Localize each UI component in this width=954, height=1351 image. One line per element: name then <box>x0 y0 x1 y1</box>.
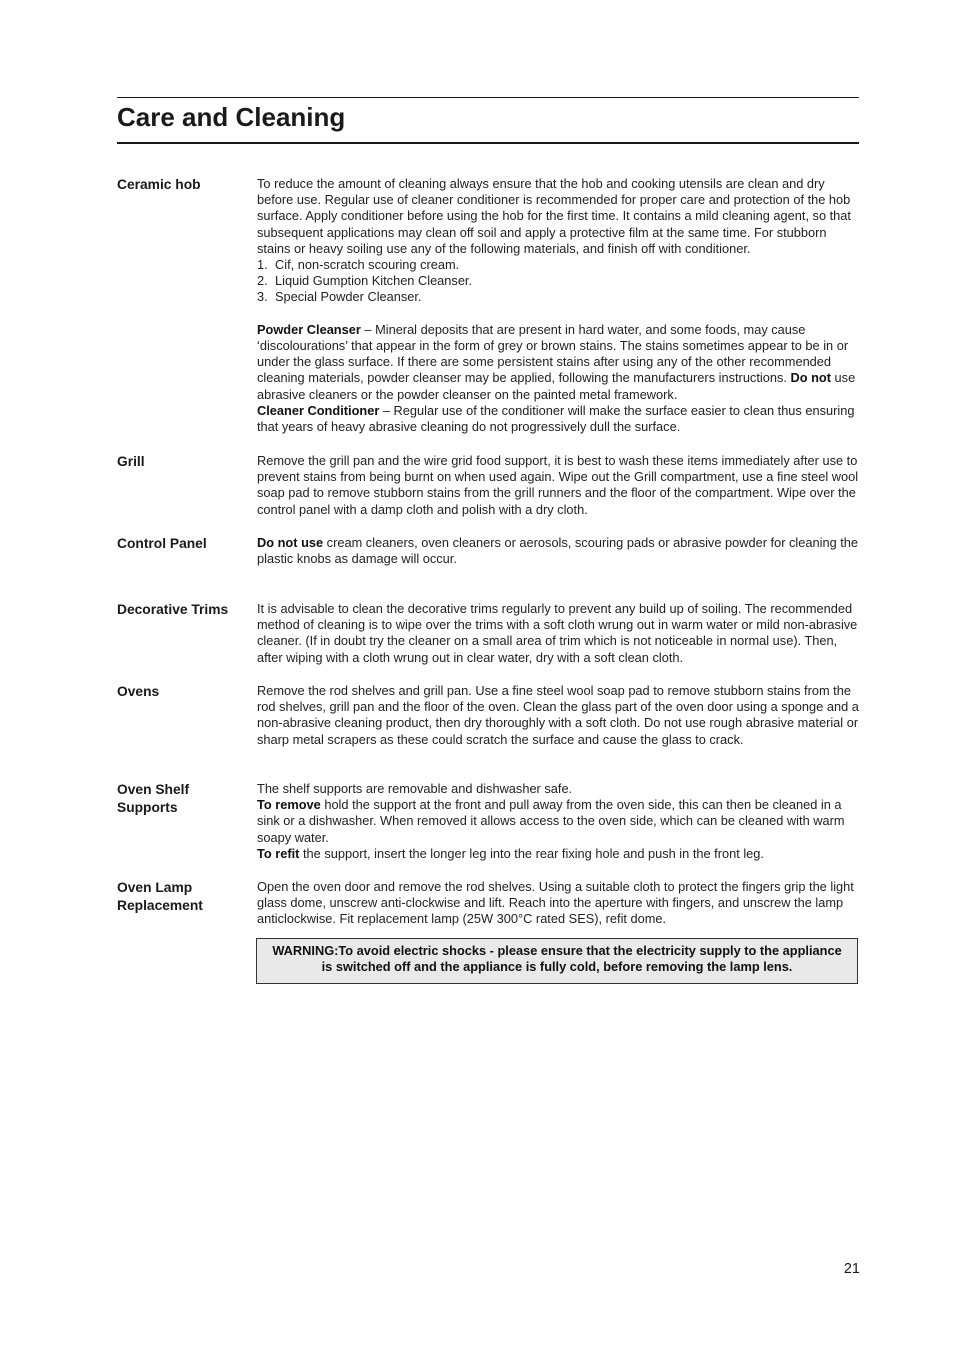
section-body-grill: Remove the grill pan and the wire grid food support, it is best to wash these items immediately after use to prevent stains from being burnt on when used again. Wipe out the Grill compartment, use a fine steel wool soap pad to remove stubborn stains from the grill runners and the floor of the compartment. Wipe over the control panel with a damp cloth and polish with a dry cloth. <box>257 453 859 517</box>
section-label-oven-lamp-replacement: Oven Lamp Replacement <box>117 880 203 913</box>
cleaner-list <box>257 257 861 306</box>
cleaner-conditioner-paragraph: Cleaner Conditioner – Regular use of the conditioner will make the surface easier to clean thus ensuring that years of heavy abrasive cleaning do not progressively dull the surface. <box>257 402 855 435</box>
powder-cleanser-heading: Powder Cleanser <box>257 321 361 337</box>
list-item: 1. Cif, non-scratch scouring cream. <box>257 257 460 273</box>
section-body-oven-shelf-supports: The shelf supports are removable and dishwasher safe. To remove hold the support at the front and pull away from the oven side, this can then be cleaned in a sink or a dishwasher. When removed it allows access to the oven side, which can be cleaned with warm soapy water. To refit the support, insert the longer leg into the rear fixing hole and push in the front leg. <box>257 781 845 861</box>
warning-line-2: is switched off and the appliance is fully cold, before removing the lamp lens. <box>321 959 793 975</box>
section-body-control-panel: Do not use cream cleaners, oven cleaners or aerosols, scouring pads or abrasive powder for cleaning the plastic knobs as damage will occur. <box>257 535 859 567</box>
section-body-ovens: Remove the rod shelves and grill pan. Use a fine steel wool soap pad to remove stubborn stains from the rod shelves, grill pan and the floor of the oven. Clean the glass part of the oven door using a sponge and a non-abrasive cleaning product, then dry thoroughly with a soft cloth. Do not use rough abrasive material or sharp metal scrapers as these could scratch the surface and cause the glass to crack. <box>257 683 859 747</box>
ceramic-hob-intro: To reduce the amount of cleaning always ensure that the hob and cooking utensils are clean and dry before use. Regular use of cleaner conditioner is recommended for proper care and protection of the hob surface. Apply conditioner before using the hob for the first time. It contains a mild cleaning agent, so that subsequent applications may clean off soil and apply a protective film at the same time. For stubborn stains or heavy soiling use any of the following materials, and finish off with conditioner. <box>257 176 851 256</box>
section-body-oven-lamp-replacement: Open the oven door and remove the rod shelves. Using a suitable cloth to protect the fingers grip the light glass dome, unscrew anti-clockwise and lift. Reach into the aperture with fingers, and unscrew the lamp anticlockwise. Fit replacement lamp (25W 300°C rated SES), refit dome. <box>257 879 854 927</box>
section-label-decorative-trims: Decorative Trims <box>117 602 229 617</box>
warning-box <box>256 938 858 984</box>
section-label-control-panel: Control Panel <box>117 536 207 551</box>
title-bottom-rule <box>117 142 859 144</box>
section-label-oven-shelf-supports: Oven Shelf Supports <box>117 782 190 815</box>
warning-line-1: WARNING:To avoid electric shocks - please ensure that the electricity supply to the appliance <box>272 943 842 958</box>
section-label-grill: Grill <box>117 454 145 469</box>
page-number: 21 <box>843 1261 860 1277</box>
list-item: 3. Special Powder Cleanser. <box>257 289 422 305</box>
powder-cleanser-paragraph: Powder Cleanser – Mineral deposits that are present in hard water, and some foods, may cause ‘discolourations’ that appear in the form of grey or brown stains. The stains sometimes appear to be in or under the glass surface. If there are some persistent stains after using any of the other recommended cleaning materials, powder cleanser may be applied, following the manufacturers instructions. Do not use abrasive cleaners or the powder cleanser on the painted metal framework. <box>257 321 856 402</box>
section-label-ovens: Ovens <box>117 684 160 699</box>
section-body-ceramic-hob <box>257 176 861 435</box>
list-item: 2. Liquid Gumption Kitchen Cleanser. <box>257 273 473 289</box>
page-title: Care and Cleaning <box>117 102 346 132</box>
title-top-rule <box>117 97 859 98</box>
section-body-decorative-trims: It is advisable to clean the decorative trims regularly to prevent any build up of soiling. The recommended method of cleaning is to wipe over the trims with a soft cloth wrung out in warm water or mild non-abrasive cleaner. (If in doubt try the cleaner on a small area of trim which is not noticeable in normal use). Then, after wiping with a cloth wrung out in clear water, dry with a soft clean cloth. <box>257 601 858 665</box>
cleaner-conditioner-heading: Cleaner Conditioner <box>257 402 380 418</box>
section-label-ceramic-hob: Ceramic hob <box>117 177 201 192</box>
